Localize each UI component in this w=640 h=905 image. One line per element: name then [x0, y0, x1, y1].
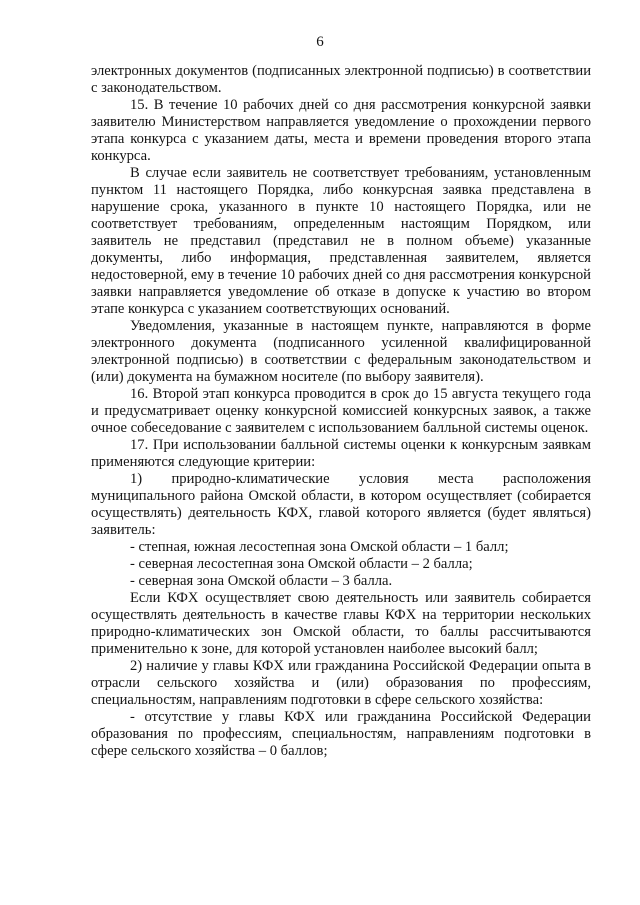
- paragraph-clause-16: 16. Второй этап конкурса проводится в срок до 15 августа текущего года и предусматривает оценку конкурсной комиссией конкурсных заявок, а также очное собеседование с заявителем с использованием балльной системы оценок.: [91, 386, 591, 436]
- list-item-north-forest-steppe-zone: - северная лесостепная зона Омской области – 2 балла;: [130, 556, 473, 572]
- paragraph-clause-15: 15. В течение 10 рабочих дней со дня рассмотрения конкурсной заявки заявителю Министерством направляется уведомление о прохождении первого этапа конкурса с указанием даты, места и времени проведения второго этапа конкурса.: [91, 97, 591, 164]
- paragraph-notifications-form: Уведомления, указанные в настоящем пункте, направляются в форме электронного документа (подписанного усиленной квалифицированной электронной подписью) в соответствии с федеральным законодательством и (или) документа на бумажном носителе (по выбору заявителя).: [91, 318, 591, 385]
- paragraph-refusal-conditions: В случае если заявитель не соответствует требованиям, установленным пунктом 11 настоящего Порядка, либо конкурсная заявка представлена в нарушение срока, указанного в пункте 10 настоящего Порядка, или не соответствует требованиям, определенным настоящим Порядком, или заявитель не представил (представил не в полном объеме) указанные документы, либо информация, представленная заявителем, является недостоверной, ему в течение 10 рабочих дней со дня рассмотрения конкурсной заявки направляется уведомление об отказе в допуске к участию во втором этапе конкурса с указанием соответствующих оснований.: [91, 165, 591, 317]
- document-body: [91, 63, 591, 760]
- list-item-no-education: - отсутствие у главы КФХ или гражданина Российской Федерации образования по профессиям, специальностям, направлениям подготовки в сфере сельского хозяйства – 0 баллов;: [91, 709, 591, 759]
- page-number: 6: [316, 34, 324, 50]
- list-item-northern-zone: - северная зона Омской области – 3 балла.: [130, 573, 393, 589]
- paragraph-multiple-zones: Если КФХ осуществляет свою деятельность или заявитель собирается осуществлять деятельность в качестве главы КФХ на территории нескольких природно-климатических зон Омской области, то баллы рассчитываются применительно к зоне, для которой установлен наиболее высокий балл;: [91, 590, 591, 657]
- paragraph-continuation: электронных документов (подписанных электронной подписью) в соответствии с законодательством.: [91, 63, 591, 96]
- list-item-steppe-zone: - степная, южная лесостепная зона Омской области – 1 балл;: [130, 539, 509, 555]
- paragraph-criterion-2: 2) наличие у главы КФХ или гражданина Российской Федерации опыта в отрасли сельского хозяйства и (или) образования по профессиям, специальностям, направлениям подготовки в сфере сельского хозяйства:: [91, 658, 591, 708]
- paragraph-clause-17: 17. При использовании балльной системы оценки к конкурсным заявкам применяются следующие критерии:: [91, 437, 591, 470]
- paragraph-criterion-1: 1) природно-климатические условия места расположения муниципального района Омской области, в котором осуществляет (собирается осуществлять) деятельность КФХ, главой которого является (будет являться) заявитель:: [91, 471, 591, 538]
